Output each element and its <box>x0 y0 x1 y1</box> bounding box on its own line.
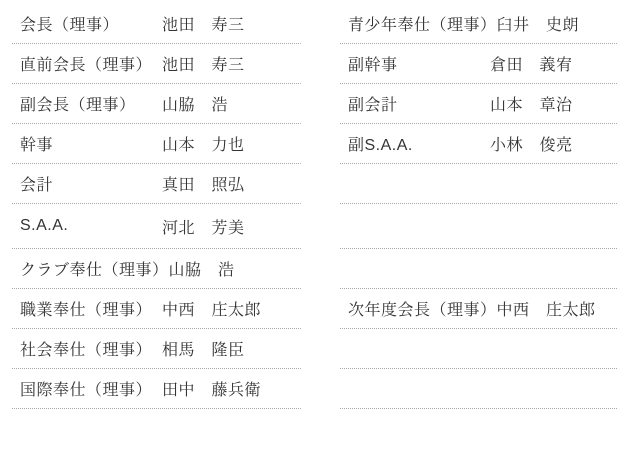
roster-row-president-elect <box>340 289 617 329</box>
member-name: 中西 庄太郎 <box>496 302 596 319</box>
roster-row-vice-president <box>12 84 301 124</box>
member-name: 山脇 浩 <box>168 262 235 279</box>
role-label: 幹事 <box>20 137 54 154</box>
roster-row-vice-treasurer <box>340 84 617 124</box>
roster-row-treasurer <box>12 164 301 204</box>
member-name: 小林 俊亮 <box>490 137 573 154</box>
role-label: 青少年奉仕（理事） <box>348 17 497 34</box>
roster-row-empty <box>340 369 617 409</box>
role-label: クラブ奉仕（理事） <box>20 262 169 279</box>
roster-row-community-service <box>12 329 301 369</box>
member-name: 山本 章治 <box>490 97 573 114</box>
role-label: S.A.A. <box>20 217 69 234</box>
role-label: 副幹事 <box>348 57 398 74</box>
role-label: 職業奉仕（理事） <box>20 302 153 319</box>
role-label: 社会奉仕（理事） <box>20 342 153 359</box>
roster-row-vice-saa <box>340 124 617 164</box>
roster-row-empty <box>340 249 617 289</box>
member-name: 相馬 隆臣 <box>162 342 245 359</box>
roster-row-international-service <box>12 369 301 409</box>
roster-row-empty <box>340 204 617 249</box>
role-label: 次年度会長（理事） <box>348 302 497 319</box>
roster-row-president <box>12 4 301 44</box>
role-label: 会計 <box>20 177 54 194</box>
roster-row-club-service <box>12 249 301 289</box>
member-name: 田中 藤兵衛 <box>162 382 262 399</box>
roster-row-vocational-service <box>12 289 301 329</box>
member-name: 山本 力也 <box>162 137 245 154</box>
role-label: 会長（理事） <box>20 17 120 34</box>
role-label: 副会長（理事） <box>20 97 136 114</box>
member-name: 河北 芳美 <box>162 219 245 237</box>
roster-row-saa <box>12 204 301 249</box>
role-label: 直前会長（理事） <box>20 57 153 74</box>
roster-column-left <box>12 4 301 409</box>
member-name: 池田 寿三 <box>162 17 245 34</box>
member-name: 倉田 義宥 <box>490 57 573 74</box>
member-name: 中西 庄太郎 <box>162 302 262 319</box>
roster-row-empty <box>340 329 617 369</box>
role-label: 国際奉仕（理事） <box>20 382 153 399</box>
roster-row-secretary <box>12 124 301 164</box>
roster-row-vice-secretary <box>340 44 617 84</box>
roster-row-empty <box>340 164 617 204</box>
role-label: 副会計 <box>348 97 398 114</box>
member-name: 臼井 史朗 <box>496 17 580 34</box>
roster-column-right <box>340 4 617 409</box>
member-name: 池田 寿三 <box>162 57 245 74</box>
roster-row-youth-service <box>340 4 617 44</box>
member-name: 真田 照弘 <box>162 177 245 194</box>
member-name: 山脇 浩 <box>162 97 229 114</box>
role-label: 副S.A.A. <box>348 137 413 154</box>
roster-row-immediate-past-president <box>12 44 301 84</box>
